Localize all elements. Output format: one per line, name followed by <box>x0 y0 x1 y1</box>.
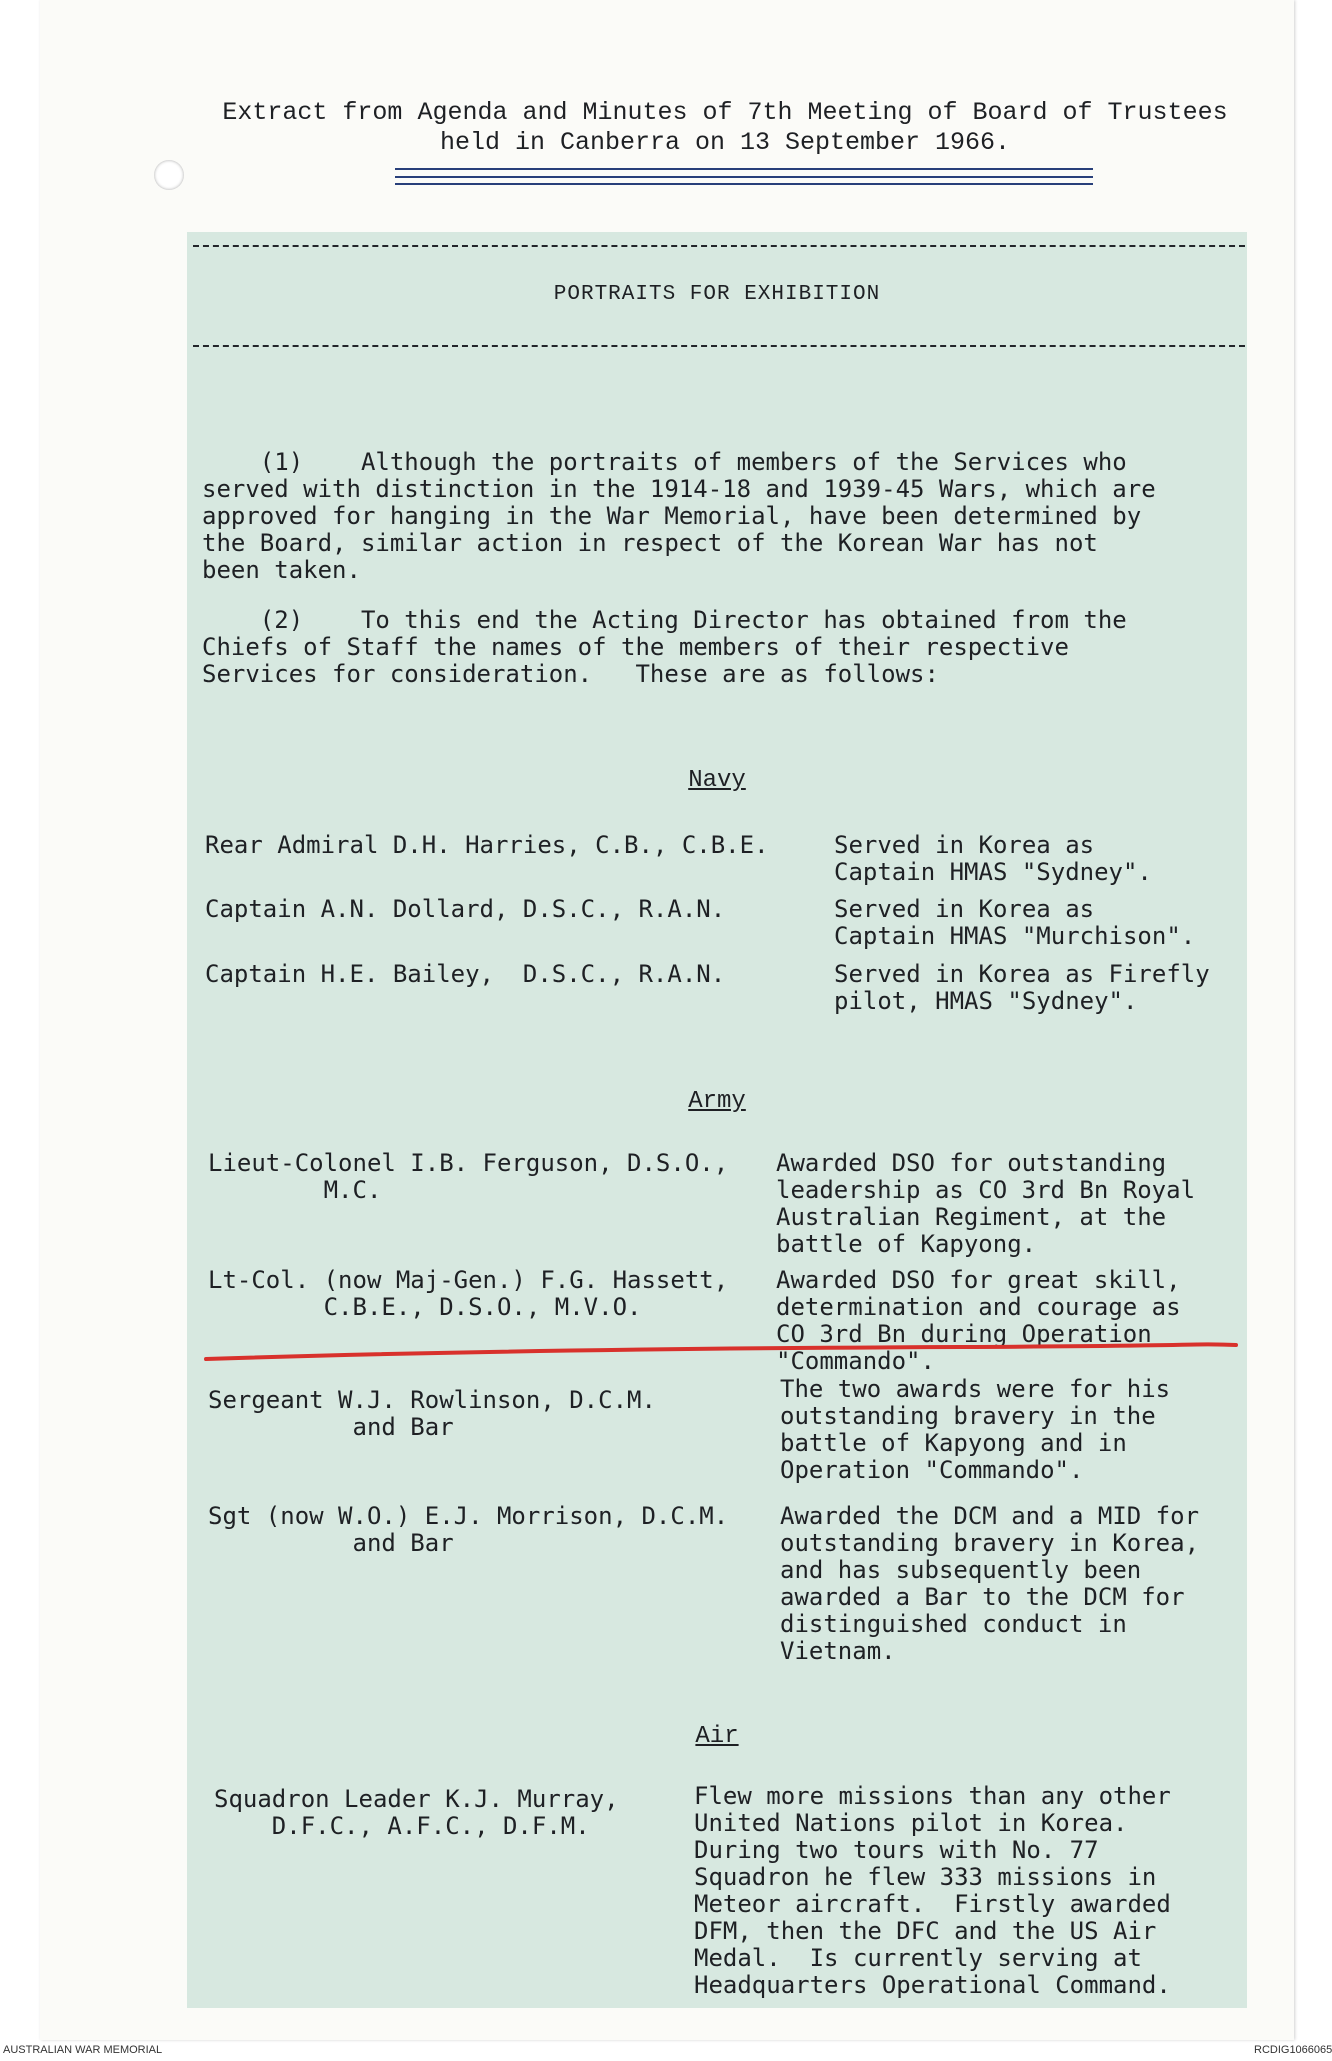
air-desc-1: Flew more missions than any other United Nations pilot in Korea. During two tours with No. 77 Squadron he flew 333 missions in Meteor aircraft. Firstly awarded DFM, then the DFC and the US Air Medal. Is currently serving at Headquarters Operational Command. <box>694 1782 1171 1999</box>
extract-heading <box>195 98 1255 158</box>
page-title: PORTRAITS FOR EXHIBITION <box>553 283 881 306</box>
navy-desc-1: Served in Korea as Captain HMAS "Sydney". <box>834 831 1152 886</box>
footer-right: RCDIG1066065 <box>1254 2044 1332 2056</box>
army-name-1: Lieut-Colonel I.B. Ferguson, D.S.O., M.C. <box>208 1149 729 1204</box>
heading-underline-3 <box>395 183 1093 185</box>
punch-hole <box>154 160 184 190</box>
navy-heading: Navy <box>688 767 746 794</box>
army-desc-2: Awarded DSO for great skill, determination and courage as CO 3rd Bn during Operation "Commando". <box>776 1266 1181 1375</box>
army-desc-4: Awarded the DCM and a MID for outstanding bravery in Korea, and has subsequently been awarded a Bar to the DCM for distinguished conduct in Vietnam. <box>780 1502 1200 1665</box>
footer-left: AUSTRALIAN WAR MEMORIAL <box>3 2044 163 2056</box>
army-desc-3: The two awards were for his outstanding bravery in the battle of Kapyong and in Operation "Commando". <box>780 1375 1171 1484</box>
paragraph-1: (1) Although the portraits of members of the Services who served with distinction in the 1914-18 and 1939-45 Wars, which are approved for hanging in the War Memorial, have been determined by the Board, similar action in respect of the Korean War has not been taken. <box>202 448 1156 584</box>
army-name-2: Lt-Col. (now Maj-Gen.) F.G. Hassett, C.B.E., D.S.O., M.V.O. <box>208 1266 729 1321</box>
extract-line-1: Extract from Agenda and Minutes of 7th Meeting of Board of Trustees <box>222 98 1228 127</box>
paragraph-2: (2) To this end the Acting Director has obtained from the Chiefs of Staff the names of the members of their respective Services for consideration. These are as follows: <box>202 606 1127 688</box>
army-desc-1: Awarded DSO for outstanding leadership as CO 3rd Bn Royal Australian Regiment, at the battle of Kapyong. <box>776 1149 1196 1258</box>
army-name-4: Sgt (now W.O.) E.J. Morrison, D.C.M. and Bar <box>208 1502 729 1557</box>
navy-desc-3: Served in Korea as Firefly pilot, HMAS "Sydney". <box>834 960 1210 1015</box>
navy-name-2: Captain A.N. Dollard, D.S.C., R.A.N. <box>205 895 726 923</box>
navy-name-1: Rear Admiral D.H. Harries, C.B., C.B.E. <box>205 831 769 859</box>
extract-line-2: held in Canberra on 13 September 1966. <box>439 128 1011 157</box>
navy-name-3: Captain H.E. Bailey, D.S.C., R.A.N. <box>205 960 726 988</box>
army-heading: Army <box>688 1088 746 1115</box>
heading-underline-1 <box>395 168 1093 170</box>
navy-desc-2: Served in Korea as Captain HMAS "Murchison". <box>834 895 1196 950</box>
air-heading: Air <box>695 1723 739 1750</box>
title-rule <box>193 345 1245 347</box>
heading-underline-2 <box>395 176 1093 178</box>
top-rule <box>193 245 1245 247</box>
air-name-1: Squadron Leader K.J. Murray, D.F.C., A.F.C., D.F.M. <box>214 1785 619 1840</box>
army-name-3: Sergeant W.J. Rowlinson, D.C.M. and Bar <box>208 1386 656 1441</box>
